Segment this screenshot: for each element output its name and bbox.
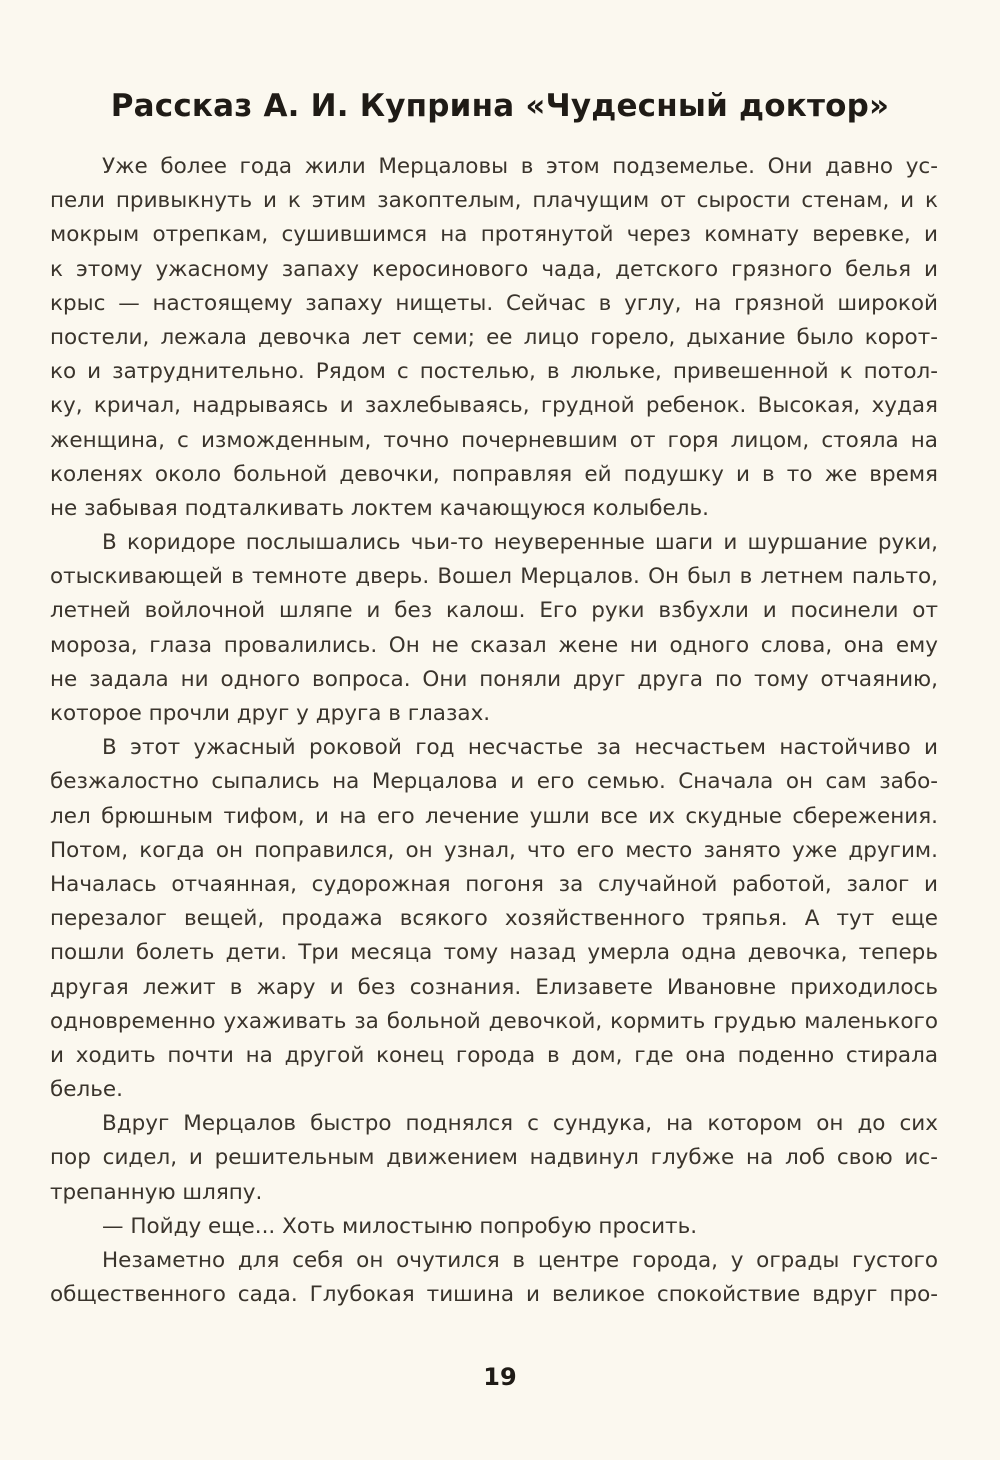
text-line: пошли болеть дети. Три месяца тому назад умерла одна девочка, теперь bbox=[50, 940, 938, 966]
text-line: Уже более года жили Мерцаловы в этом подземелье. Они давно ус- bbox=[102, 154, 938, 179]
page-title: Рассказ А. И. Куприна «Чудесный доктор» bbox=[110, 88, 890, 124]
text-line: Потом, когда он поправился, он узнал, что его место занято уже другим. bbox=[50, 837, 938, 863]
text-line: лел брюшным тифом, и на его лечение ушли все их скудные сбережения. bbox=[50, 803, 938, 829]
text-line: мороза, глаза провалились. Он не сказал жене ни одного слова, она ему bbox=[50, 632, 938, 658]
text-line: — Пойду еще... Хоть милостыню попробую просить. bbox=[102, 1213, 698, 1239]
text-line: ко и затруднительно. Рядом с постелью, в люльке, привешенной к потол- bbox=[50, 359, 938, 385]
text-line: одновременно ухаживать за больной девочкой, кормить грудью маленького bbox=[50, 1008, 938, 1034]
text-line: ку, кричал, надрываясь и захлебываясь, грудной ребенок. Высокая, худая bbox=[50, 393, 938, 419]
text-line: которое прочли друг у друга в глазах. bbox=[50, 701, 491, 726]
text-line: Вдруг Мерцалов быстро поднялся с сундука, на котором он до сих bbox=[102, 1111, 938, 1137]
text-line: летней войлочной шляпе и без калош. Его руки взбухли и посинели от bbox=[50, 598, 938, 624]
text-line: пор сидел, и решительным движением надвинул глубже на лоб свою ис- bbox=[50, 1145, 938, 1171]
text-line: В этот ужасный роковой год несчастье за несчастьем настойчиво и bbox=[102, 735, 938, 761]
text-line: Началась отчаянная, судорожная погоня за случайной работой, залог и bbox=[50, 871, 938, 897]
text-line: коленях около больной девочки, поправляя ей подушку и в то же время bbox=[50, 461, 938, 487]
page-number: 19 bbox=[483, 1363, 517, 1391]
text-line: безжалостно сыпались на Мерцалова и его семью. Сначала он сам забо- bbox=[50, 769, 938, 795]
text-line: пели привыкнуть и к этим закоптелым, плачущим от сырости стенам, и к bbox=[50, 188, 938, 214]
text-line: крыс — настоящему запаху нищеты. Сейчас в углу, на грязной широкой bbox=[50, 290, 938, 316]
story-text bbox=[50, 150, 938, 1312]
text-line: белье. bbox=[50, 1077, 123, 1103]
text-line: Незаметно для себя он очутился в центре города, у ограды густого bbox=[102, 1248, 938, 1273]
text-line: не задала ни одного вопроса. Они поняли друг друга по тому отчаянию, bbox=[50, 666, 938, 692]
text-line: другая лежит в жару и без сознания. Елизавете Ивановне приходилось bbox=[50, 974, 938, 1000]
text-line: постели, лежала девочка лет семи; ее лицо горело, дыхание было корот- bbox=[50, 324, 938, 350]
text-line: общественного сада. Глубокая тишина и великое спокойствие вдруг про- bbox=[50, 1282, 938, 1308]
text-line: В коридоре послышались чьи-то неуверенные шаги и шуршание руки, bbox=[102, 530, 938, 556]
text-line: перезалог вещей, продажа всякого хозяйственного тряпья. А тут еще bbox=[50, 906, 938, 932]
text-line: трепанную шляпу. bbox=[50, 1179, 263, 1205]
text-line: к этому ужасному запаху керосинового чада, детского грязного белья и bbox=[50, 256, 938, 282]
text-line: не забывая подталкивать локтем качающуюся колыбель. bbox=[50, 495, 710, 521]
text-line: женщина, с изможденным, точно почерневшим от горя лицом, стояла на bbox=[50, 427, 938, 453]
text-line: отыскивающей в темноте дверь. Вошел Мерцалов. Он был в летнем пальто, bbox=[50, 564, 938, 590]
text-line: мокрым отрепкам, сушившимся на протянутой через комнату веревке, и bbox=[50, 222, 938, 248]
text-line: и ходить почти на другой конец города в дом, где она поденно стирала bbox=[50, 1042, 938, 1068]
